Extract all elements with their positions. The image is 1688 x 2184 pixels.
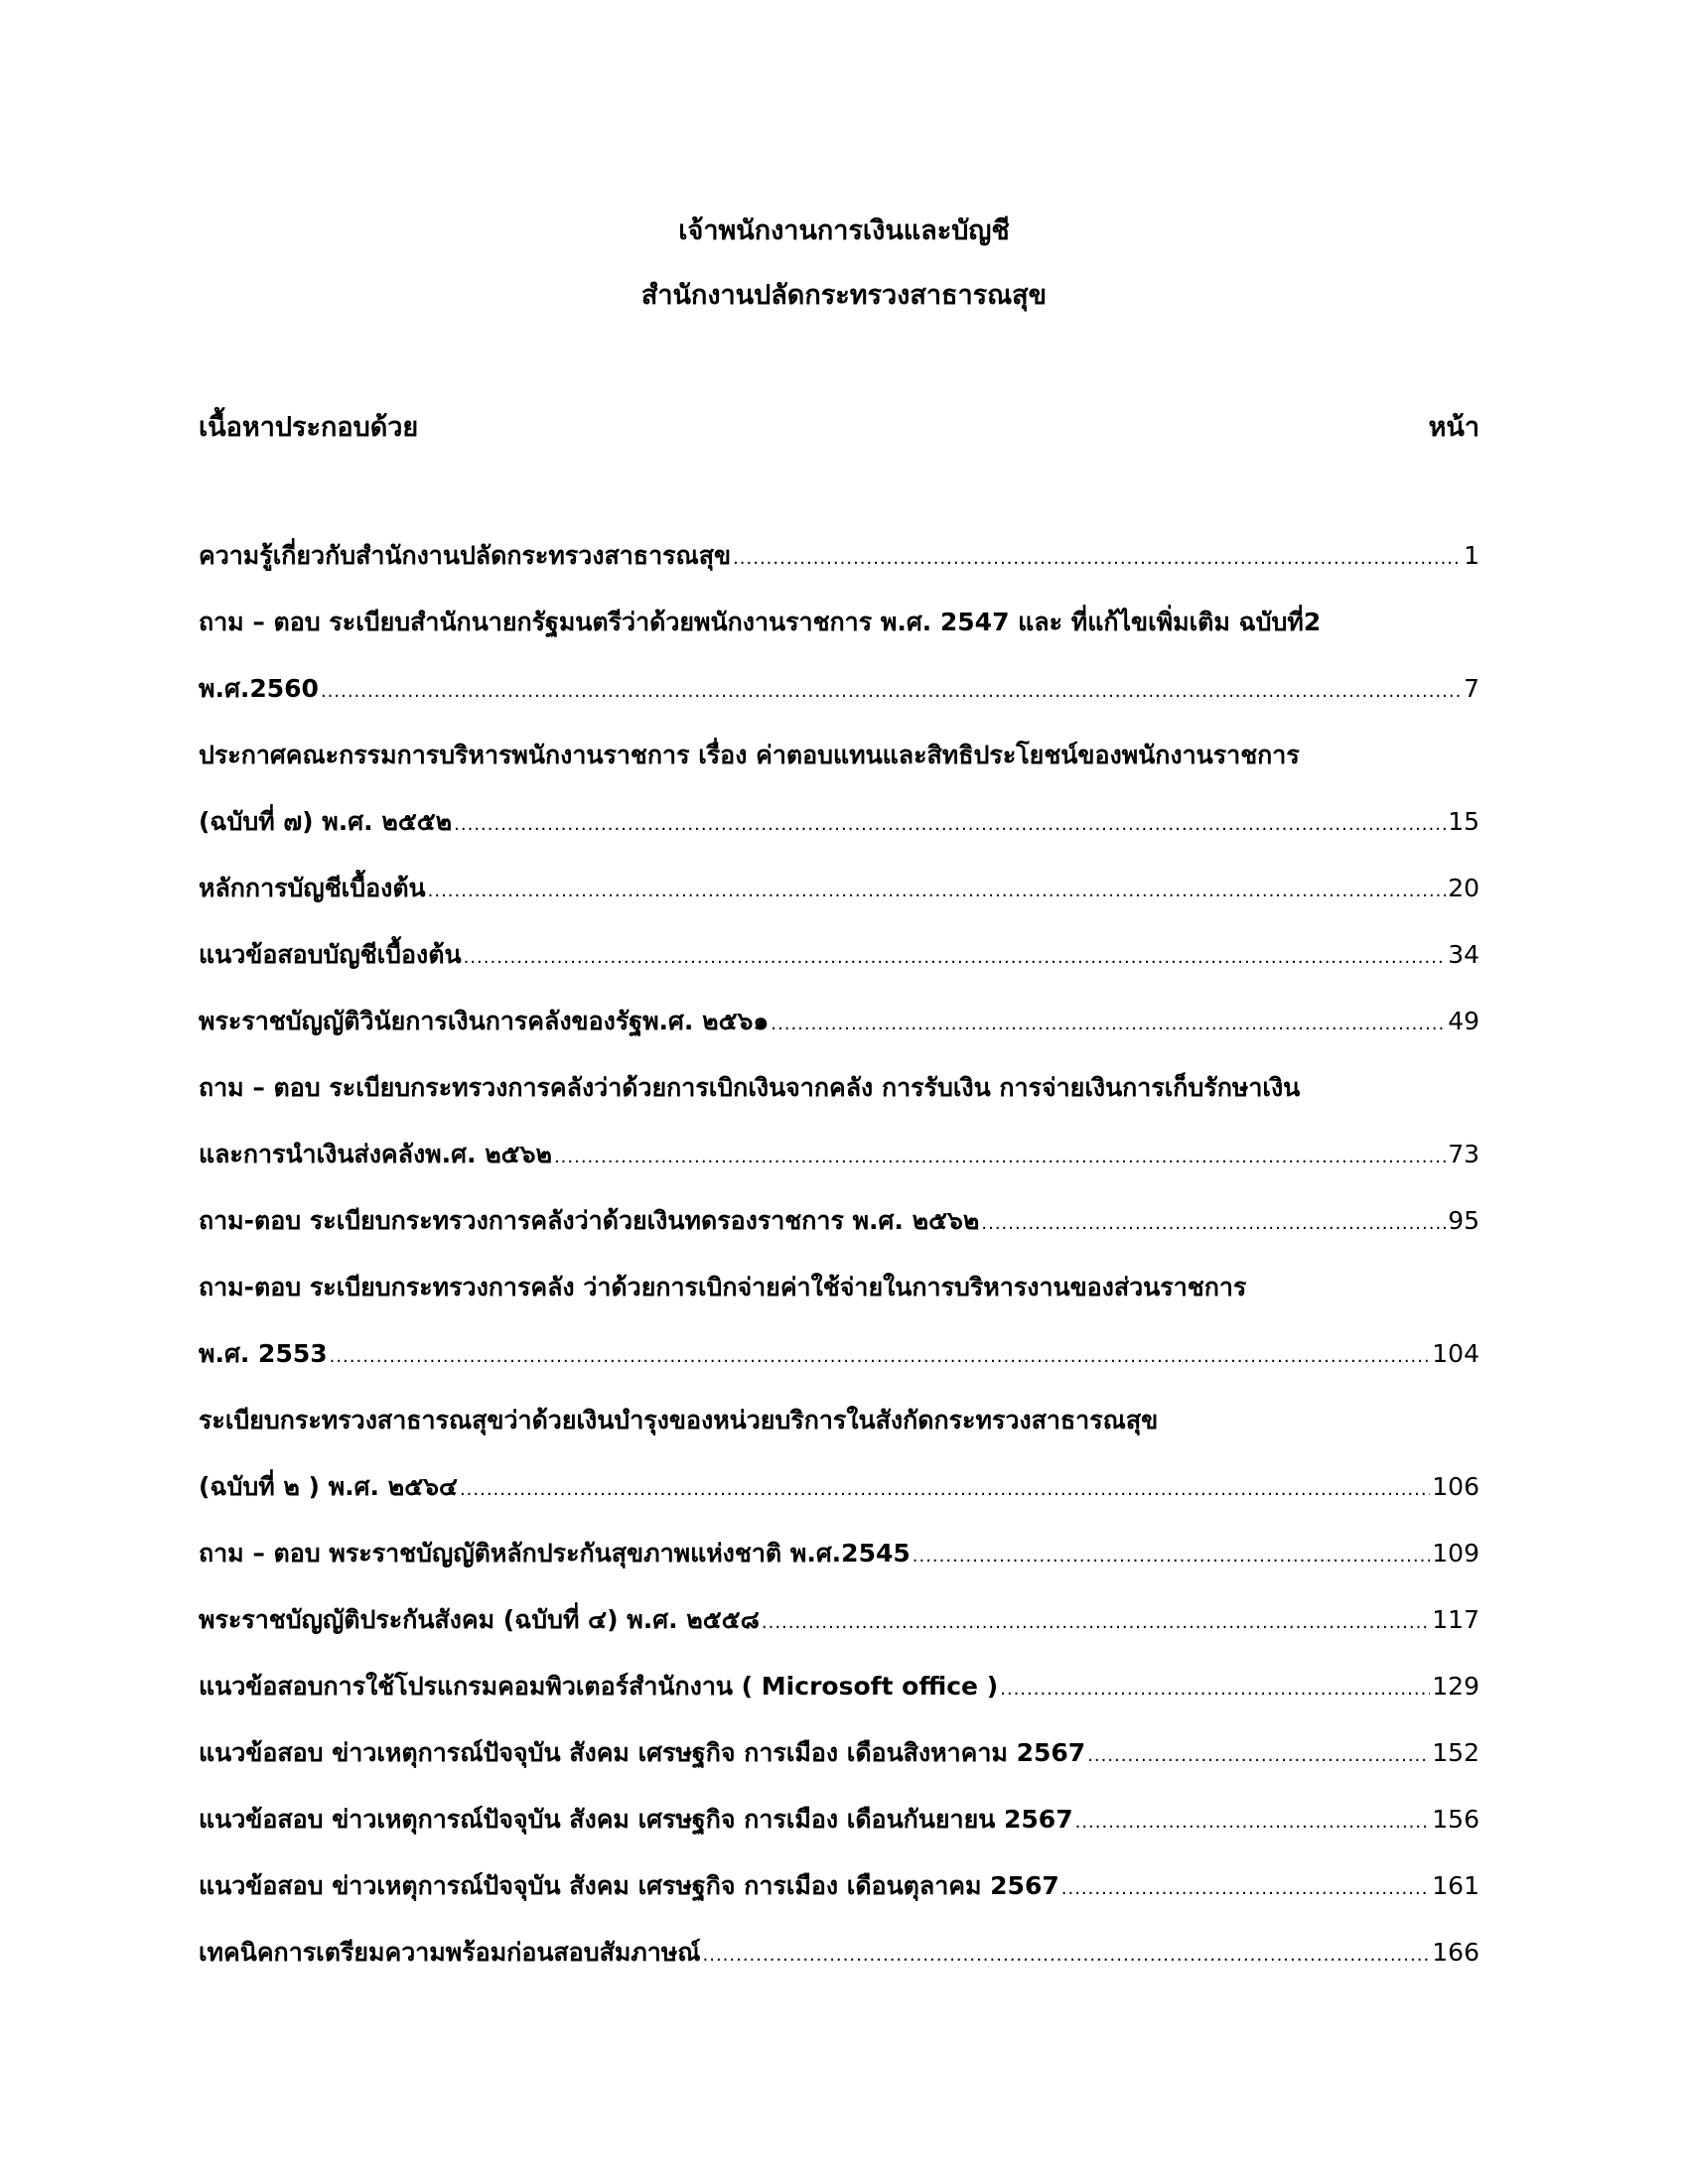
toc-entry-title: ความรู้เกี่ยวกับสำนักงานปลัดกระทรวงสาธารณสุข bbox=[199, 541, 732, 570]
toc-page-number: 104 bbox=[1432, 1339, 1479, 1368]
toc-entry bbox=[199, 1201, 1479, 1268]
dot-leader bbox=[1061, 1869, 1431, 1909]
toc-page-heading: หน้า bbox=[1428, 412, 1479, 443]
toc-entry-line bbox=[199, 1467, 1479, 1534]
toc-page-number: 117 bbox=[1432, 1605, 1479, 1634]
table-of-contents bbox=[199, 536, 1479, 1999]
toc-entry-line bbox=[199, 1600, 1479, 1667]
toc-entry-line bbox=[199, 1667, 1479, 1733]
dot-leader bbox=[1087, 1736, 1430, 1776]
toc-entry-line bbox=[199, 1135, 1479, 1201]
document-title: เจ้าพนักงานการเงินและบัญชี bbox=[678, 215, 1010, 246]
toc-entry-line bbox=[199, 1933, 1479, 1999]
toc-entry-line bbox=[199, 1866, 1479, 1933]
toc-page-number: 109 bbox=[1432, 1539, 1479, 1568]
toc-entry-title: ประกาศคณะกรรมการบริหารพนักงานราชการ เรื่อง ค่าตอบแทนและสิทธิประโยชน์ของพนักงานราชการ bbox=[199, 741, 1300, 769]
dot-leader bbox=[1075, 1803, 1431, 1843]
toc-header bbox=[199, 405, 1479, 445]
toc-entry bbox=[199, 1667, 1479, 1733]
toc-entry-title-continuation: (ฉบับที่ ๒ ) พ.ศ. ๒๕๖๔ bbox=[199, 1472, 458, 1501]
document-subtitle: สำนักงานปลัดกระทรวงสาธารณสุข bbox=[640, 280, 1048, 311]
toc-entry-title-continuation: พ.ศ.2560 bbox=[199, 674, 319, 703]
toc-entry-title: แนวข้อสอบการใช้โปรแกรมคอมพิวเตอร์สำนักงาน ( Microsoft office ) bbox=[199, 1672, 999, 1701]
toc-page-number: 152 bbox=[1432, 1738, 1479, 1767]
dot-leader bbox=[913, 1537, 1431, 1576]
dot-leader bbox=[330, 1337, 1431, 1377]
toc-entry bbox=[199, 603, 1479, 736]
toc-entry-line bbox=[199, 1733, 1479, 1800]
toc-entry bbox=[199, 1600, 1479, 1667]
toc-entry-title: เทคนิคการเตรียมความพร้อมก่อนสอบสัมภาษณ์ bbox=[199, 1938, 701, 1967]
toc-entry bbox=[199, 1534, 1479, 1600]
toc-entry bbox=[199, 1733, 1479, 1800]
dot-leader bbox=[1000, 1670, 1430, 1709]
dot-leader bbox=[321, 672, 1462, 712]
toc-entry bbox=[199, 1866, 1479, 1933]
toc-page-number: 95 bbox=[1448, 1206, 1479, 1235]
toc-entry-line bbox=[199, 1002, 1479, 1068]
toc-entry-title: แนวข้อสอบ ข่าวเหตุการณ์ปัจจุบัน สังคม เศรษฐกิจ การเมือง เดือนกันยายน 2567 bbox=[199, 1805, 1073, 1834]
toc-page-number: 129 bbox=[1432, 1672, 1479, 1701]
dot-leader bbox=[762, 1603, 1430, 1643]
toc-entry-title-continuation: (ฉบับที่ ๗) พ.ศ. ๒๕๕๒ bbox=[199, 807, 453, 836]
toc-entry bbox=[199, 1002, 1479, 1068]
dot-leader bbox=[733, 539, 1462, 579]
toc-entry-title: หลักการบัญชีเบื้องต้น bbox=[199, 874, 426, 902]
toc-entry-title: พระราชบัญญัติวินัยการเงินการคลังของรัฐพ.ศ. ๒๕๖๑ bbox=[199, 1007, 770, 1035]
toc-entry bbox=[199, 1268, 1479, 1401]
toc-entry bbox=[199, 869, 1479, 935]
toc-entry-title: ถาม-ตอบ ระเบียบกระทรวงการคลังว่าด้วยเงินทดรองราชการ พ.ศ. ๒๕๖๒ bbox=[199, 1206, 980, 1235]
dot-leader bbox=[554, 1138, 1446, 1177]
toc-entry-line bbox=[199, 869, 1479, 935]
toc-page-number: 106 bbox=[1432, 1472, 1479, 1501]
toc-entry-title: แนวข้อสอบ ข่าวเหตุการณ์ปัจจุบัน สังคม เศรษฐกิจ การเมือง เดือนสิงหาคาม 2567 bbox=[199, 1738, 1086, 1767]
dot-leader bbox=[771, 1005, 1446, 1044]
toc-entry-line bbox=[199, 536, 1479, 603]
toc-entry bbox=[199, 1401, 1479, 1534]
toc-page-number: 15 bbox=[1448, 807, 1479, 836]
dot-leader bbox=[981, 1204, 1446, 1244]
toc-entry-title: ระเบียบกระทรวงสาธารณสุขว่าด้วยเงินบำรุงของหน่วยบริการในสังกัดกระทรวงสาธารณสุข bbox=[199, 1406, 1159, 1434]
toc-entry-title: ถาม – ตอบ ระเบียบกระทรวงการคลังว่าด้วยการเบิกเงินจากคลัง การรับเงิน การจ่ายเงินการเก็บรักษาเงิน bbox=[199, 1073, 1301, 1102]
toc-page-number: 7 bbox=[1464, 674, 1479, 703]
toc-entry-title-continuation: และการนำเงินส่งคลังพ.ศ. ๒๕๖๒ bbox=[199, 1140, 552, 1168]
toc-entry-title: ถาม-ตอบ ระเบียบกระทรวงการคลัง ว่าด้วยการเบิกจ่ายค่าใช้จ่ายในการบริหารงานของส่วนราชการ bbox=[199, 1273, 1247, 1301]
dot-leader bbox=[460, 1470, 1430, 1510]
dot-leader bbox=[428, 872, 1447, 911]
toc-page-number: 156 bbox=[1432, 1805, 1479, 1834]
toc-entry bbox=[199, 1068, 1479, 1201]
toc-page-number: 49 bbox=[1448, 1007, 1479, 1035]
toc-entry-line bbox=[199, 935, 1479, 1002]
toc-entry-line bbox=[199, 1800, 1479, 1866]
toc-contents-heading: เนื้อหาประกอบด้วย bbox=[199, 412, 419, 443]
toc-entry-title: พระราชบัญญัติประกันสังคม (ฉบับที่ ๔) พ.ศ. ๒๕๕๘ bbox=[199, 1605, 760, 1634]
toc-page-number: 20 bbox=[1448, 874, 1479, 902]
toc-entry-line bbox=[199, 1334, 1479, 1401]
toc-entry-title: แนวข้อสอบบัญชีเบื้องต้น bbox=[199, 940, 462, 969]
toc-entry-title: ถาม – ตอบ ระเบียบสำนักนายกรัฐมนตรีว่าด้วยพนักงานราชการ พ.ศ. 2547 และ ที่แก้ไขเพิ่มเติม ฉบับที่2 bbox=[199, 608, 1322, 636]
toc-entry-line bbox=[199, 1534, 1479, 1600]
toc-entry-title-continuation: พ.ศ. 2553 bbox=[199, 1339, 328, 1368]
toc-entry-title: แนวข้อสอบ ข่าวเหตุการณ์ปัจจุบัน สังคม เศรษฐกิจ การเมือง เดือนตุลาคม 2567 bbox=[199, 1871, 1059, 1900]
toc-entry bbox=[199, 736, 1479, 869]
dot-leader bbox=[464, 938, 1447, 978]
dot-leader bbox=[454, 805, 1446, 845]
toc-entry-line bbox=[199, 669, 1479, 736]
dot-leader bbox=[703, 1936, 1431, 1976]
toc-entry bbox=[199, 935, 1479, 1002]
toc-page-number: 73 bbox=[1448, 1140, 1479, 1168]
toc-entry bbox=[199, 1800, 1479, 1866]
toc-page-number: 166 bbox=[1432, 1938, 1479, 1967]
toc-entry-line bbox=[199, 1201, 1479, 1268]
toc-entry-title: ถาม – ตอบ พระราชบัญญัติหลักประกันสุขภาพแห่งชาติ พ.ศ.2545 bbox=[199, 1539, 911, 1568]
toc-entry bbox=[199, 536, 1479, 603]
toc-entry-line bbox=[199, 802, 1479, 869]
toc-page-number: 1 bbox=[1464, 541, 1479, 570]
toc-page-number: 34 bbox=[1448, 940, 1479, 969]
toc-entry bbox=[199, 1933, 1479, 1999]
toc-page-number: 161 bbox=[1432, 1871, 1479, 1900]
